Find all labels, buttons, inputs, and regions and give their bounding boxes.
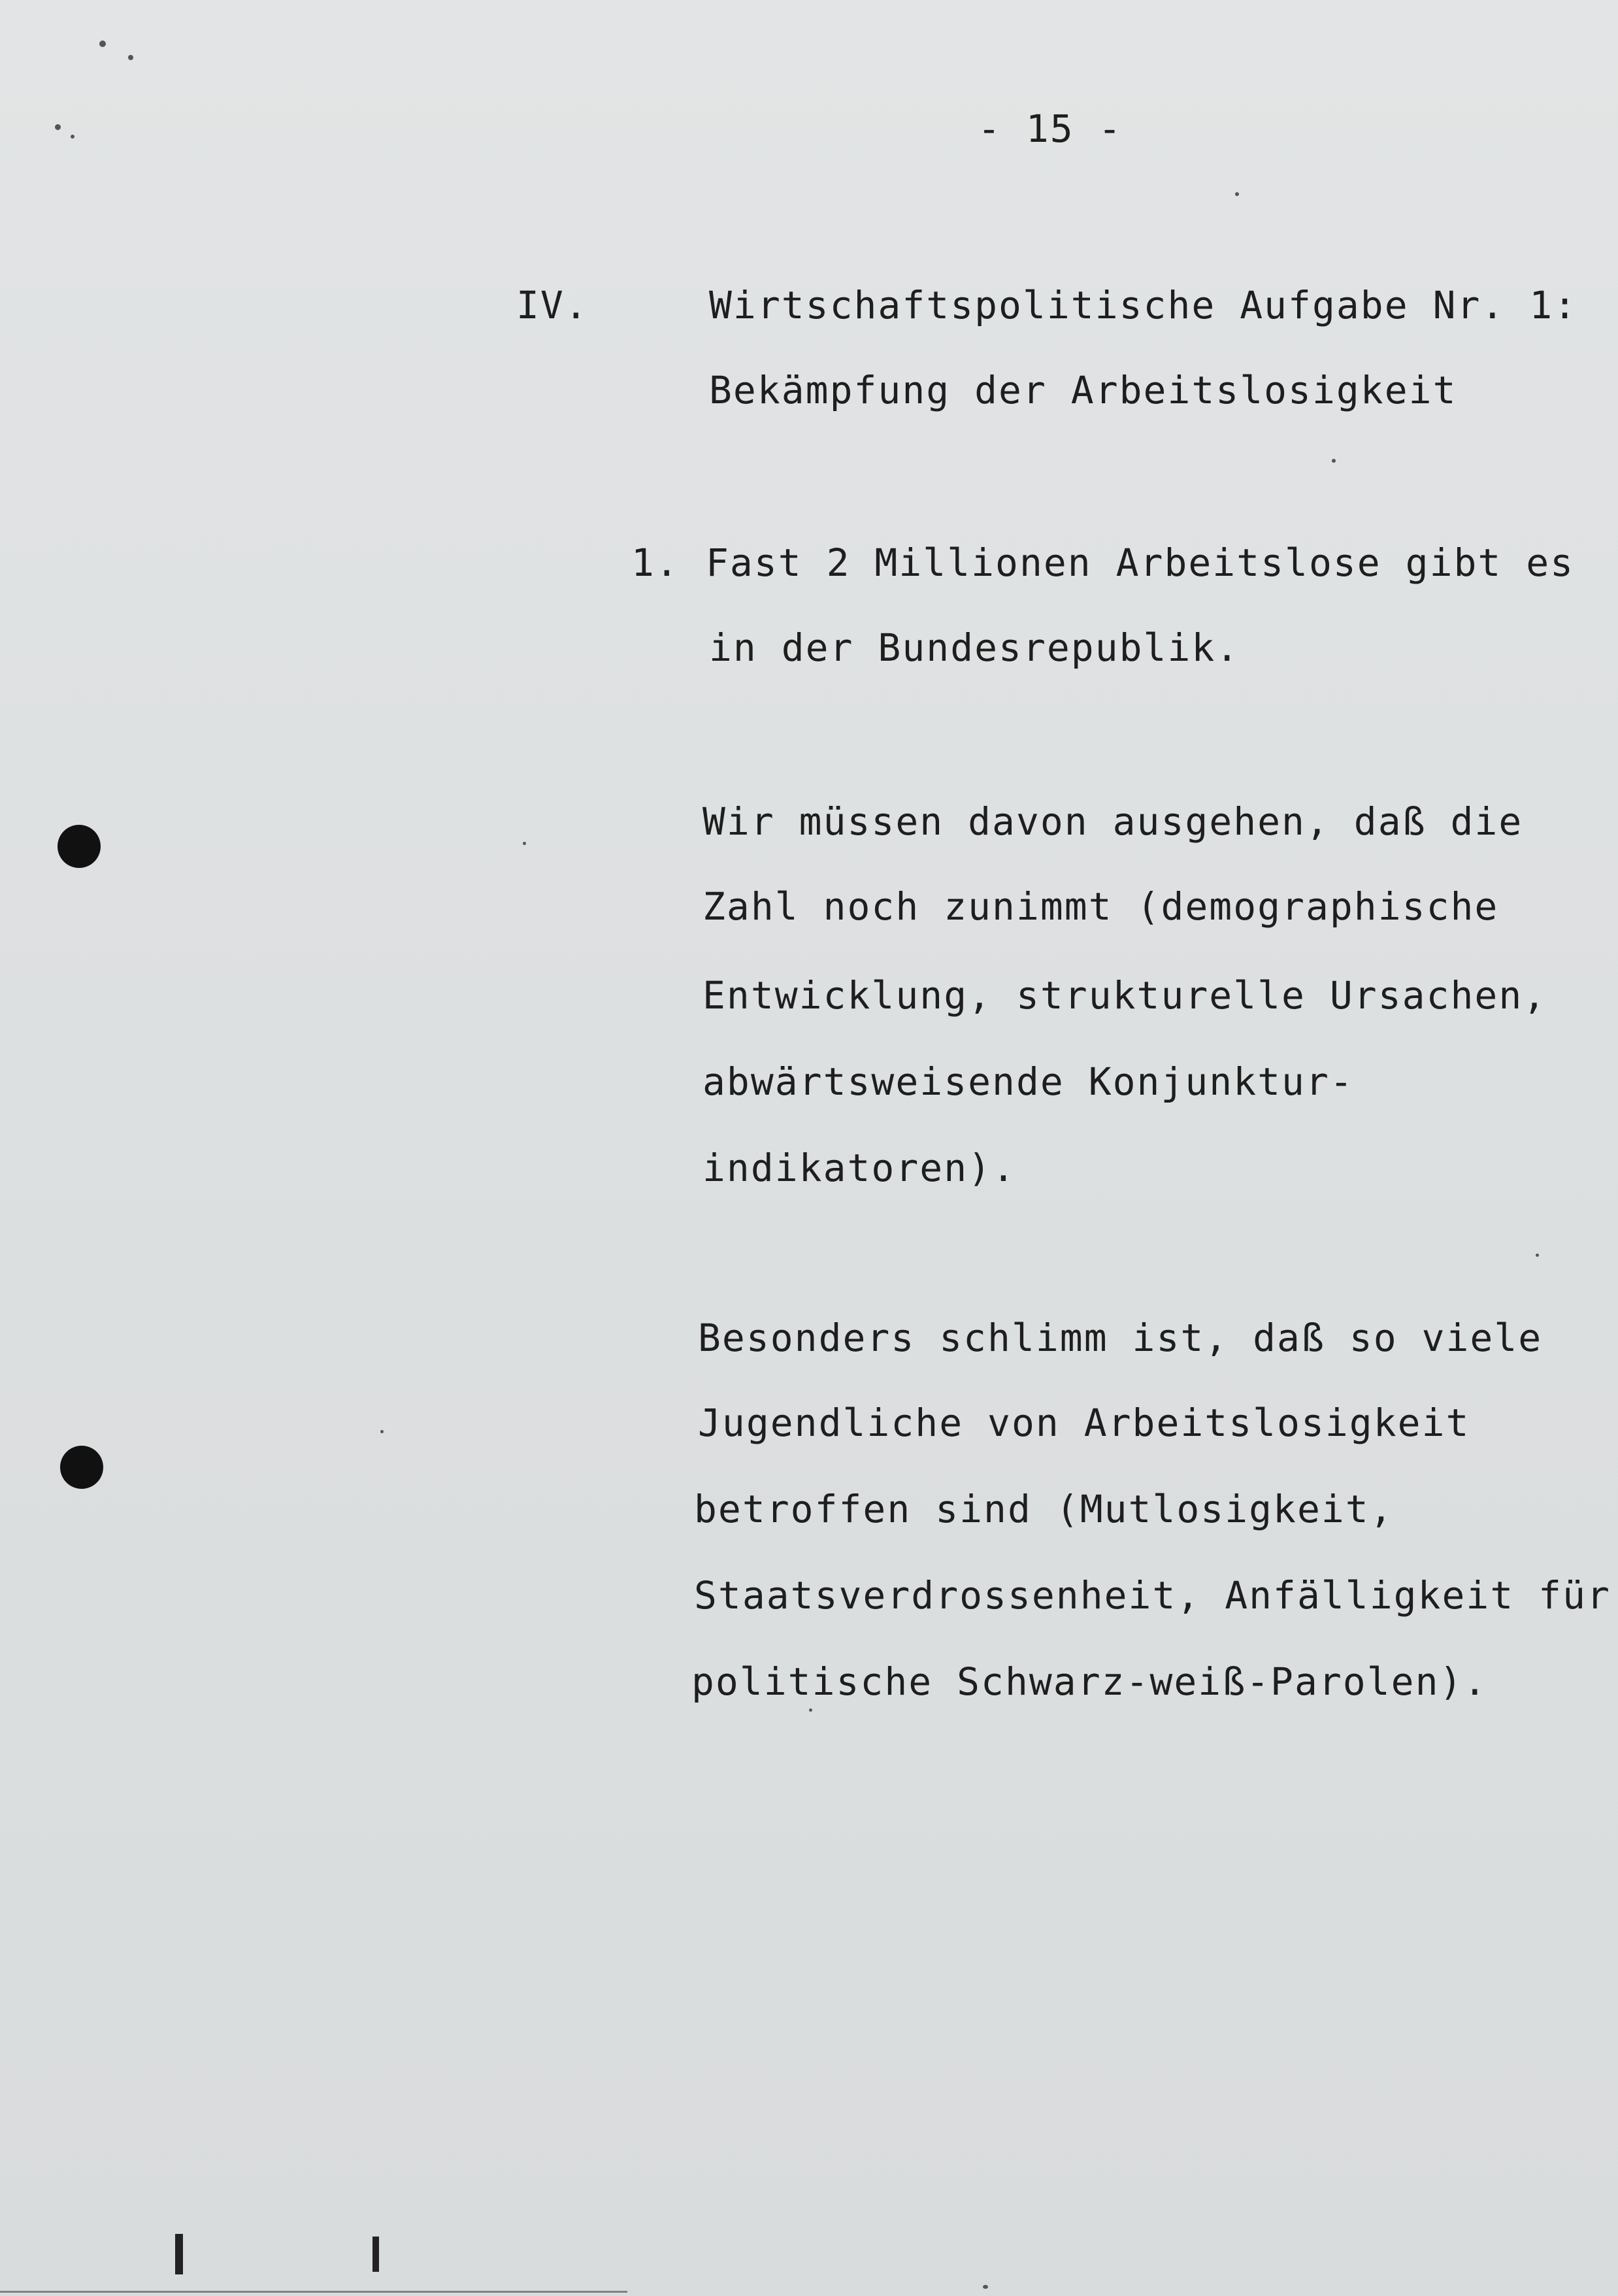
- bottom-smudge-left: [175, 2234, 183, 2274]
- item-line-2: in der Bundesrepublik.: [709, 625, 1240, 670]
- section-title-line-2: Bekämpfung der Arbeitslosigkeit: [709, 368, 1457, 412]
- paragraph-2-line-5: politische Schwarz-weiß-Parolen).: [691, 1659, 1488, 1704]
- speck: [55, 124, 61, 130]
- speck: [1332, 459, 1336, 463]
- section-numeral: IV.: [516, 283, 589, 327]
- paragraph-2-line-2: Jugendliche von Arbeitslosigkeit: [698, 1401, 1470, 1445]
- speck: [71, 135, 74, 139]
- paragraph-1-line-3: Entwicklung, strukturelle Ursachen,: [702, 973, 1547, 1018]
- paragraph-1-line-2: Zahl noch zunimmt (demographische: [702, 884, 1499, 929]
- paragraph-2-line-1: Besonders schlimm ist, daß so viele: [698, 1316, 1543, 1360]
- section-title-line-1: Wirtschaftspolitische Aufgabe Nr. 1:: [709, 283, 1578, 327]
- paragraph-1-line-1: Wir müssen davon ausgehen, daß die: [702, 799, 1523, 844]
- speck: [523, 842, 526, 845]
- paragraph-2-line-4: Staatsverdrossenheit, Anfälligkeit für: [694, 1573, 1611, 1618]
- speck: [809, 1708, 812, 1712]
- speck: [380, 1430, 384, 1433]
- speck: [128, 55, 133, 60]
- bottom-smudge-right: [372, 2237, 379, 2272]
- speck: [99, 41, 106, 47]
- item-line-1: Fast 2 Millionen Arbeitslose gibt es: [706, 541, 1575, 585]
- paragraph-1-line-4: abwärtsweisende Konjunktur-: [702, 1059, 1354, 1104]
- page-number: - 15 -: [978, 107, 1123, 151]
- paragraph-2-line-3: betroffen sind (Mutlosigkeit,: [694, 1487, 1394, 1531]
- item-numeral: 1.: [631, 541, 680, 585]
- punch-hole-lower: [60, 1446, 103, 1489]
- paragraph-1-line-5: indikatoren).: [702, 1146, 1016, 1190]
- speck: [983, 2285, 988, 2289]
- punch-hole-upper: [58, 825, 101, 868]
- speck: [1536, 1254, 1539, 1257]
- speck: [1235, 192, 1239, 196]
- bottom-rule: [0, 2291, 627, 2293]
